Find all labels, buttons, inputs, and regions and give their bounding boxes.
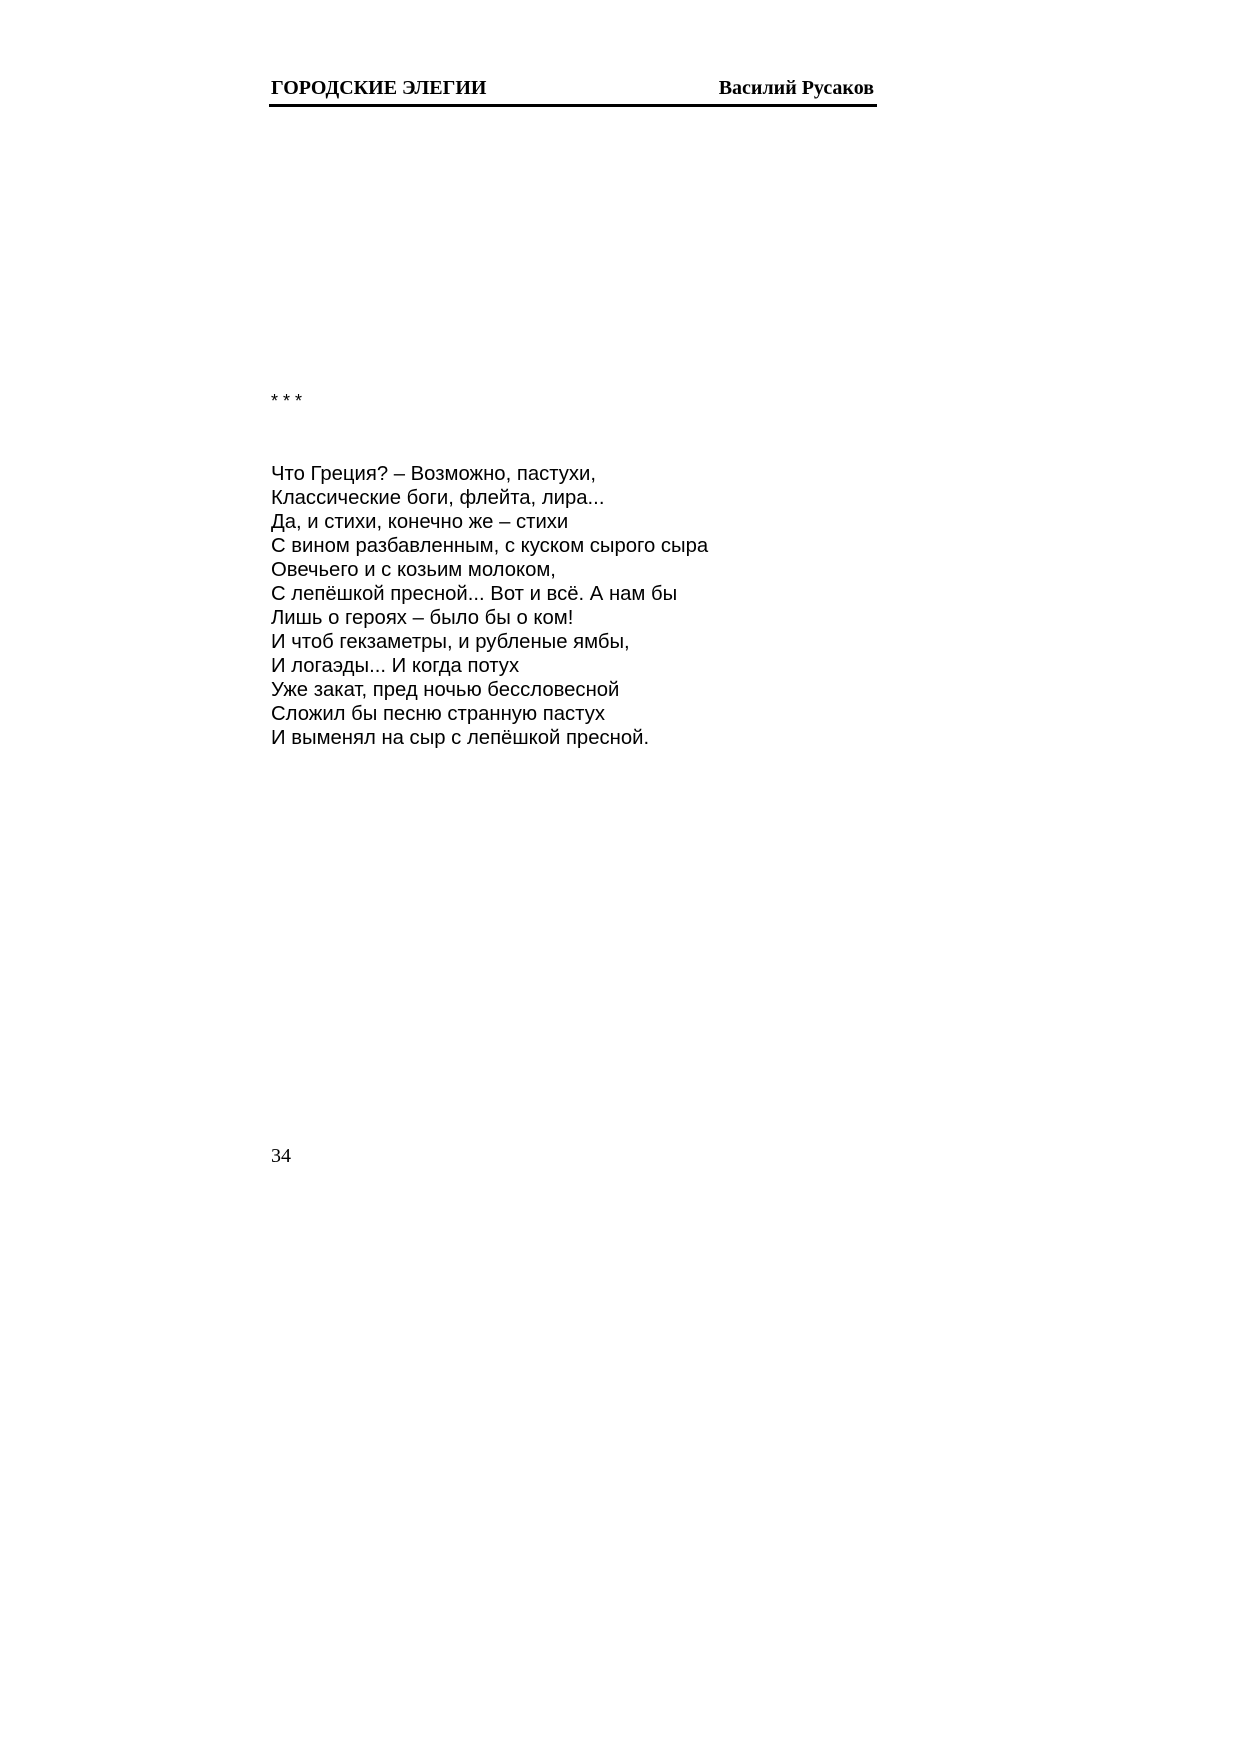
poem-line: Что Греция? – Возможно, пастухи,	[271, 463, 597, 485]
running-header	[269, 74, 877, 107]
poem-line: Да, и стихи, конечно же – стихи	[271, 511, 569, 533]
poem-body	[271, 462, 708, 750]
author-name: Василий Русаков	[718, 77, 874, 99]
poem-line: Овечьего и с козьим молоком,	[271, 559, 556, 581]
book-title: ГОРОДСКИЕ ЭЛЕГИИ	[271, 77, 487, 99]
poem-line: И логаэды... И когда потух	[271, 655, 520, 677]
poem-line: Сложил бы песню странную пастух	[271, 703, 605, 725]
poem-line: Классические боги, флейта, лира...	[271, 487, 605, 509]
poem-line: И выменял на сыр с лепёшкой пресной.	[271, 727, 650, 749]
poem-line: С лепёшкой пресной... Вот и всё. А нам бы	[271, 583, 678, 605]
poem-separator: * * *	[271, 391, 303, 411]
poem-line: Лишь о героях – было бы о ком!	[271, 607, 574, 629]
poem-line: И чтоб гекзаметры, и рубленые ямбы,	[271, 631, 630, 653]
page-number: 34	[271, 1145, 291, 1167]
poem-line: Уже закат, пред ночью бессловесной	[271, 679, 620, 701]
poem-line: С вином разбавленным, с куском сырого сыра	[271, 535, 709, 557]
